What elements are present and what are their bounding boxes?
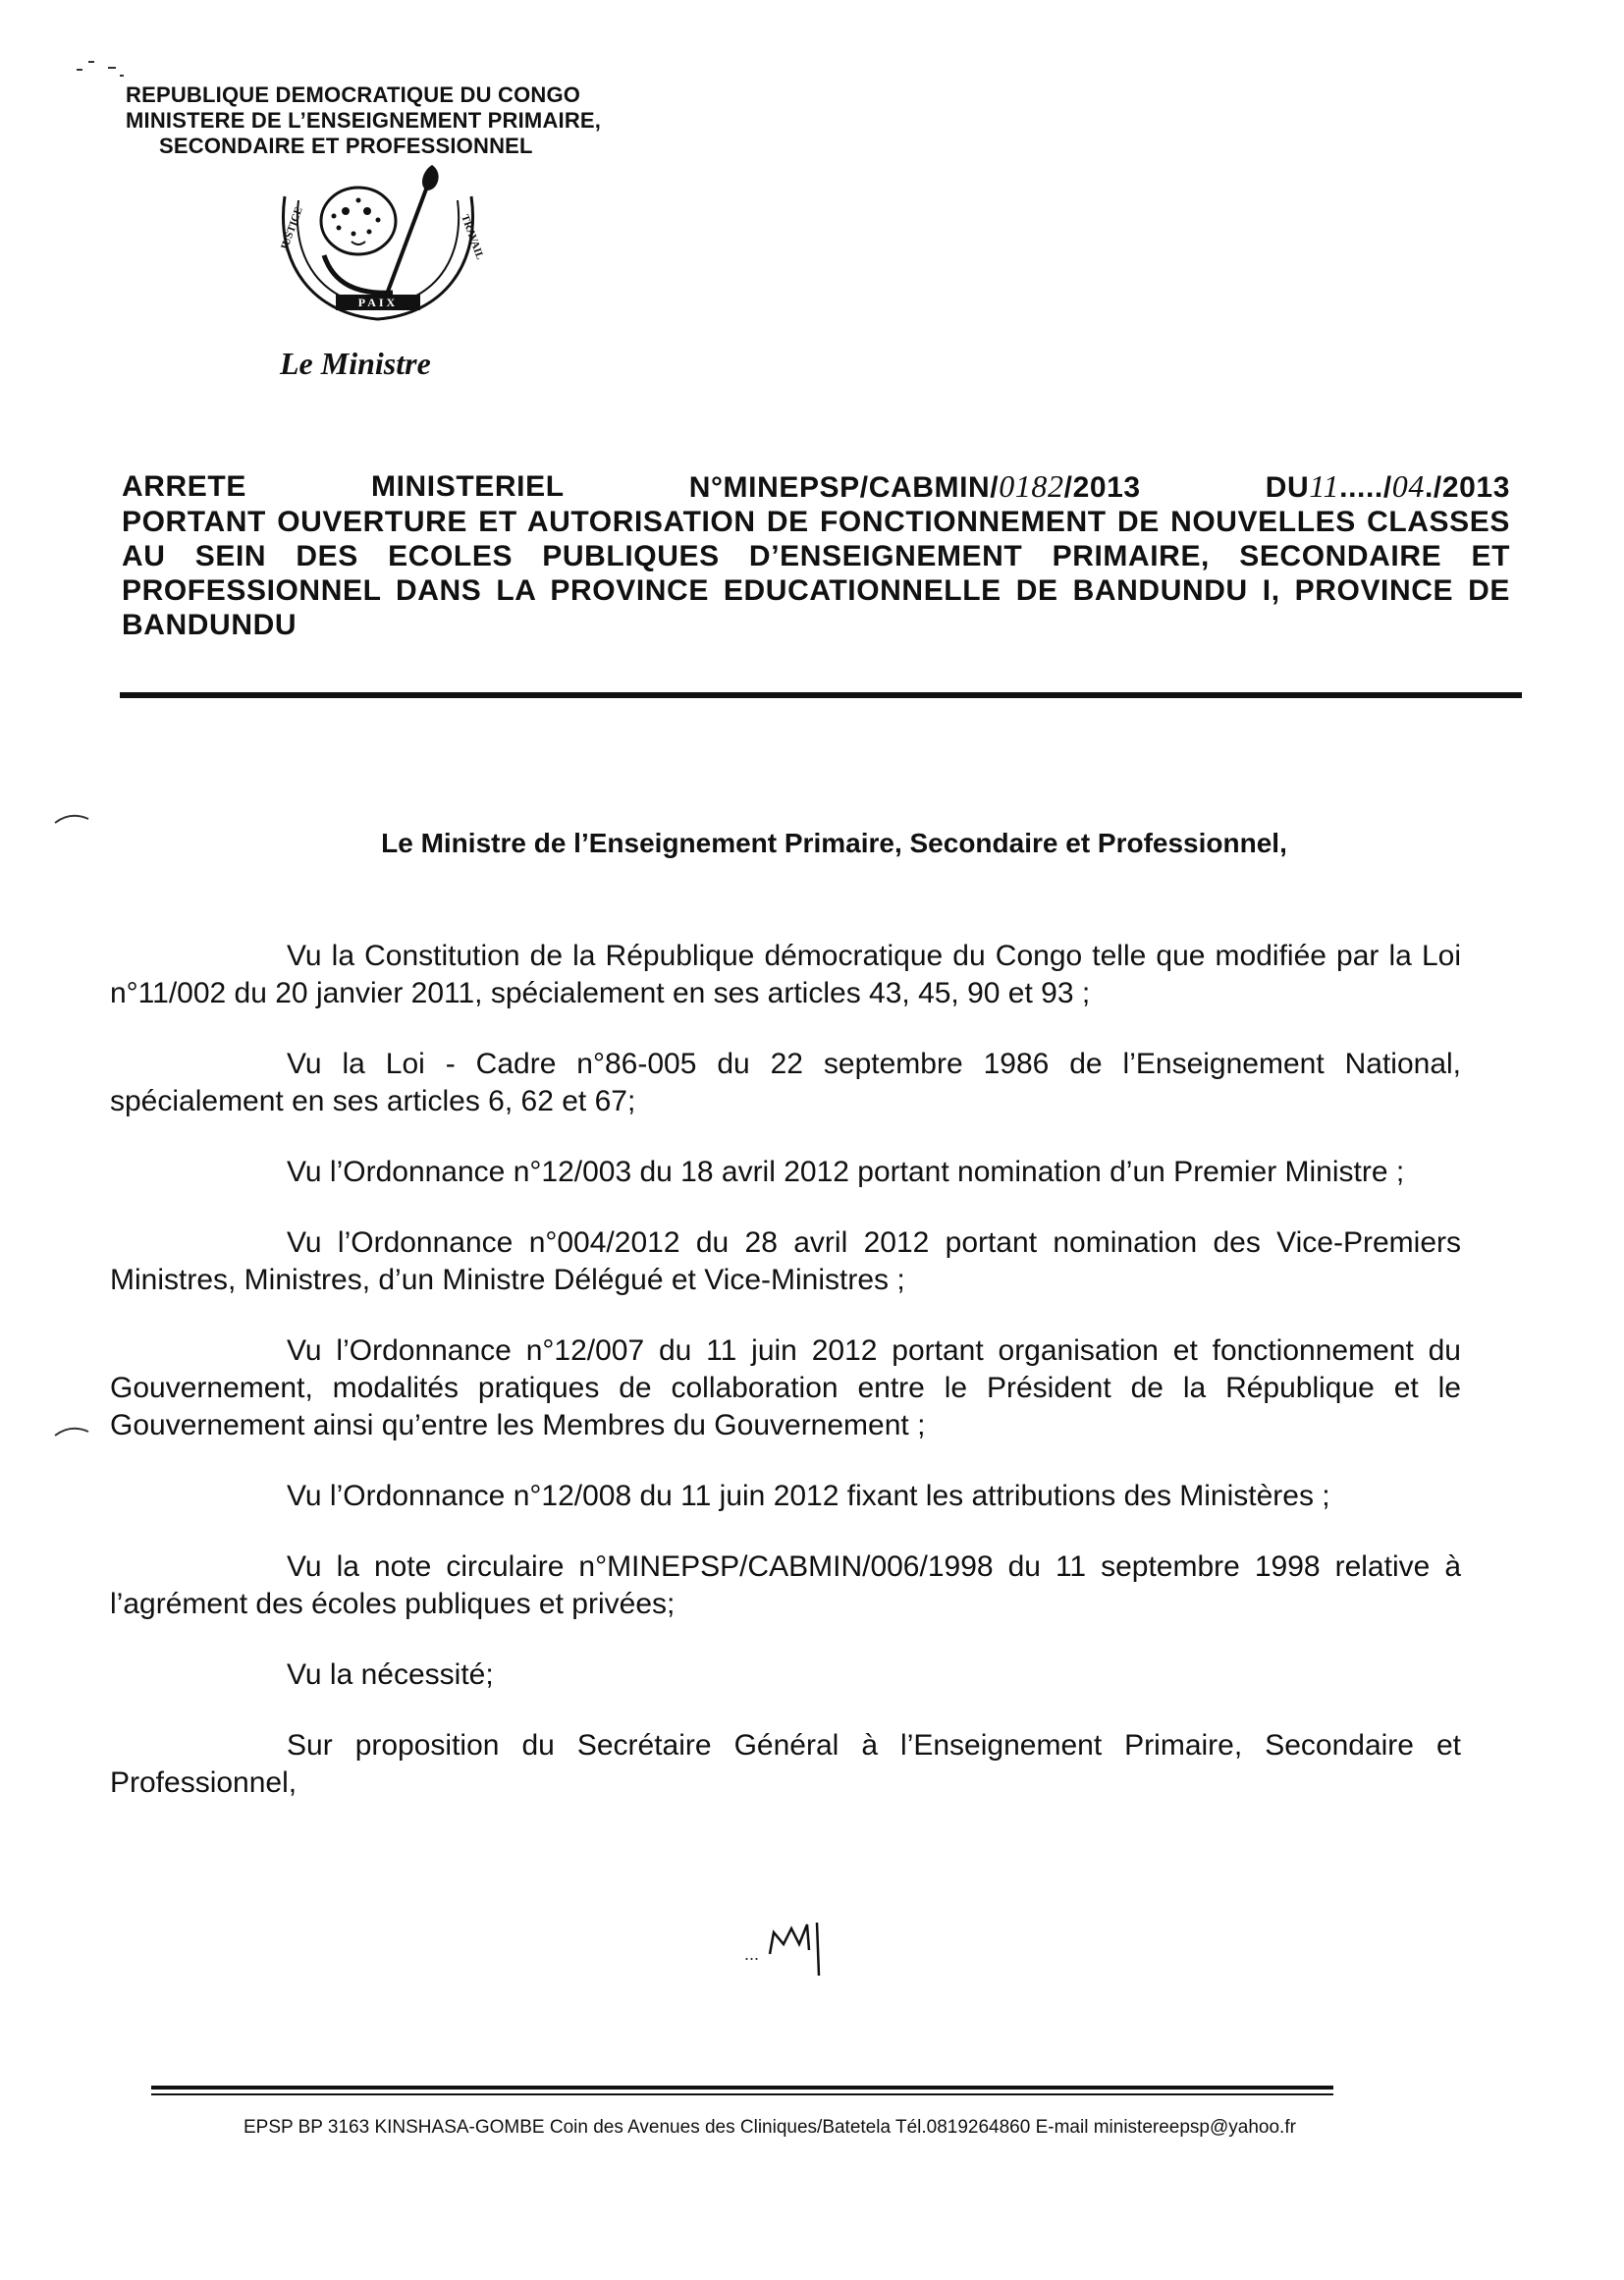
emblem-motto-paix: PAIX bbox=[357, 296, 399, 309]
scan-mark bbox=[69, 54, 157, 83]
preamble-paragraph: Vu la note circulaire n°MINEPSP/CABMIN/006/1998 du 11 septembre 1998 relative à l’agrément des écoles publiques et privées; bbox=[110, 1550, 1461, 1620]
preamble-paragraph: Vu l’Ordonnance n°12/003 du 18 avril 2012 portant nomination d’un Premier Ministre ; bbox=[287, 1156, 1405, 1188]
footer-rule-thin bbox=[151, 2093, 1333, 2095]
footer-rule bbox=[151, 2086, 1333, 2090]
decree-number: N°MINEPSP/CABMIN/0182/2013 bbox=[688, 468, 1141, 504]
decree-number-handwritten: 0182 bbox=[999, 468, 1064, 504]
title-word-ministeriel: MINISTERIEL bbox=[371, 470, 565, 503]
decree-title bbox=[122, 469, 1510, 642]
letterhead bbox=[126, 82, 715, 159]
handwritten-initials bbox=[744, 1915, 852, 1983]
title-underline bbox=[120, 692, 1522, 698]
minister-label: Le Ministre bbox=[280, 346, 431, 381]
decree-title-rest: PORTANT OUVERTURE ET AUTORISATION DE FONCTIONNEMENT DE NOUVELLES CLASSES AU SEIN DES ECOLES PUBLIQUES D’ENSEIGNEMENT PRIMAIRE, SECONDAIRE ET PROFESSIONNEL DANS LA PROVINCE EDUCATIONNELLE DE BANDUNDU I, PROVINCE DE BANDUNDU bbox=[122, 506, 1510, 641]
decree-month-handwritten: 04 bbox=[1391, 468, 1425, 504]
emblem-motto-justice: JUSTICE bbox=[278, 205, 305, 253]
decree-title-line1 bbox=[122, 469, 1510, 505]
decree-date: DU11...../04./2013 bbox=[1265, 468, 1510, 504]
preamble-paragraph: Vu l’Ordonnance n°12/007 du 11 juin 2012 portant organisation et fonctionnement du Gouvernement, modalités pratiques de collaboration entre le Président de la République et le Gouvernement ainsi qu’entre les Membres du Gouvernement ; bbox=[110, 1334, 1461, 1441]
margin-mark bbox=[51, 807, 94, 829]
letterhead-ministry-cont: SECONDAIRE ET PROFESSIONNEL bbox=[159, 134, 533, 158]
letterhead-ministry: MINISTERE DE L’ENSEIGNEMENT PRIMAIRE, bbox=[126, 108, 602, 133]
decree-subject: Le Ministre de l’Enseignement Primaire, Secondaire et Professionnel, bbox=[381, 828, 1287, 858]
svg-text:...: ... bbox=[744, 1944, 760, 1964]
preamble-paragraph: Vu l’Ordonnance n°12/008 du 11 juin 2012 fixant les attributions des Ministères ; bbox=[287, 1480, 1330, 1512]
decree-body bbox=[110, 938, 1461, 1835]
emblem-motto-travail: TRAVAIL bbox=[459, 212, 486, 262]
decree-day-handwritten: 11 bbox=[1309, 468, 1340, 504]
preamble-paragraph: Vu la Constitution de la République démocratique du Congo telle que modifiée par la Loi n°11/002 du 20 janvier 2011, spécialement en ses articles 43, 45, 90 et 93 ; bbox=[110, 940, 1461, 1009]
footer-contact: EPSP BP 3163 KINSHASA-GOMBE Coin des Avenues des Cliniques/Batetela Tél.0819264860 E-mail ministereepsp@yahoo.fr bbox=[244, 2117, 1296, 2138]
preamble-paragraph: Vu la Loi - Cadre n°86-005 du 22 septembre 1986 de l’Enseignement National, spécialement en ses articles 6, 62 et 67; bbox=[110, 1048, 1461, 1117]
letterhead-country: REPUBLIQUE DEMOCRATIQUE DU CONGO bbox=[126, 82, 581, 107]
coat-of-arms-emblem bbox=[265, 157, 491, 334]
title-word-arrete: ARRETE bbox=[122, 470, 246, 503]
preamble-paragraph: Vu la nécessité; bbox=[287, 1658, 494, 1691]
margin-mark-2 bbox=[51, 1420, 94, 1441]
preamble-paragraph: Vu l’Ordonnance n°004/2012 du 28 avril 2012 portant nomination des Vice-Premiers Ministres, Ministres, d’un Ministre Délégué et Vice-Ministres ; bbox=[110, 1226, 1461, 1296]
preamble-paragraph: Sur proposition du Secrétaire Général à l’Enseignement Primaire, Secondaire et Professionnel, bbox=[110, 1729, 1461, 1799]
